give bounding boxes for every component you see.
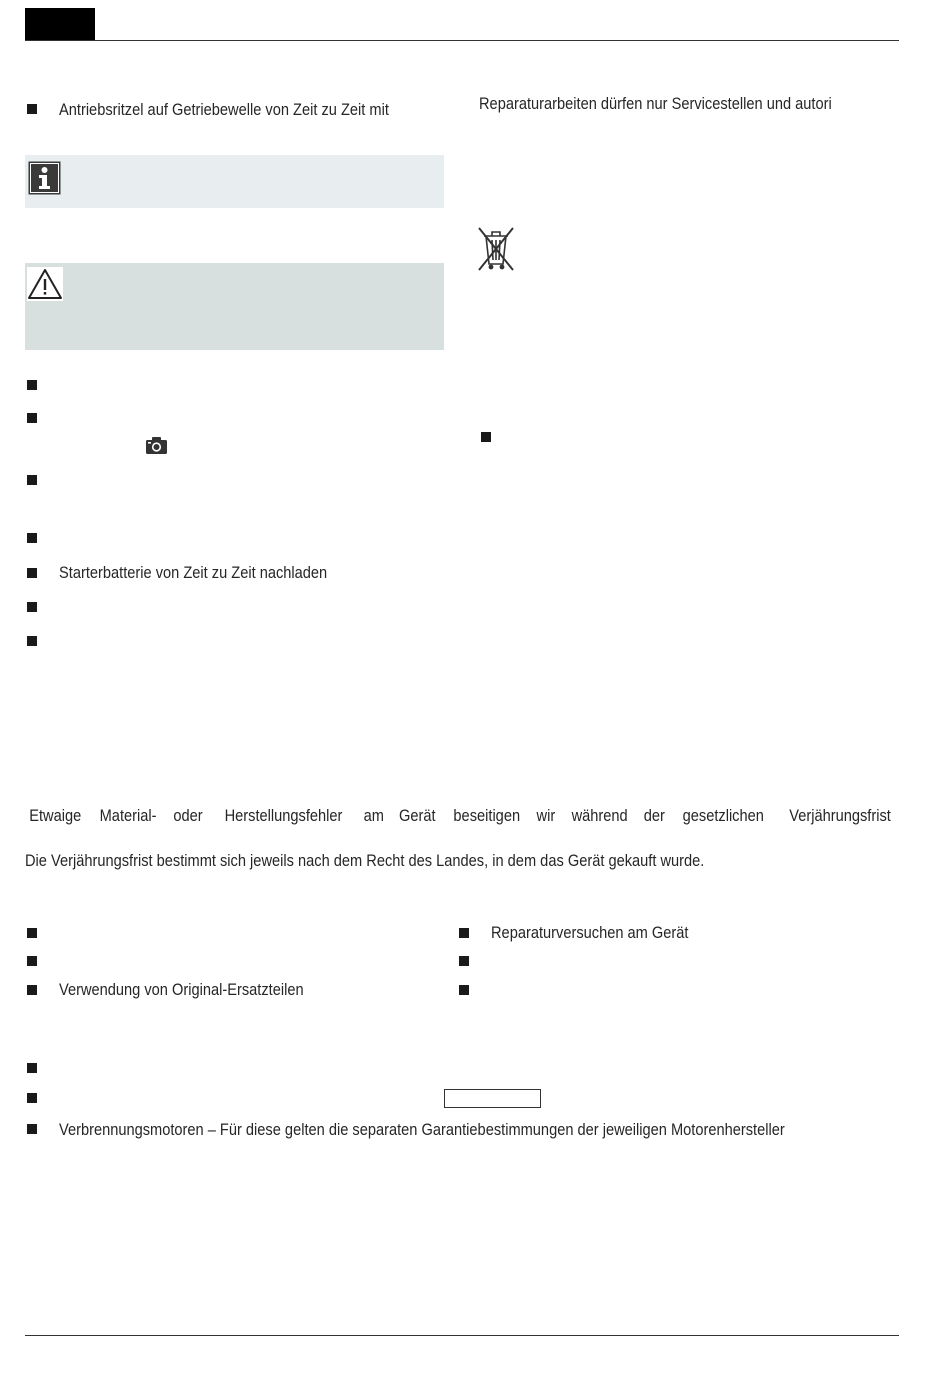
word: beseitigen [453, 806, 521, 825]
info-box [25, 155, 444, 208]
header-rule [25, 40, 899, 41]
bullet [27, 1124, 37, 1134]
warning-box [25, 263, 444, 350]
word: gesetzlichen [683, 806, 765, 825]
maintenance-item-battery: Starterbatterie von Zeit zu Zeit nachladen [59, 563, 328, 582]
bullet [459, 928, 469, 938]
info-icon [28, 161, 61, 195]
header-page-block [25, 8, 95, 40]
bullet [27, 1093, 37, 1103]
bullet [27, 413, 37, 423]
warning-triangle-icon [27, 267, 63, 301]
warranty-condition-original-parts: Verwendung von Original-Ersatzteilen [59, 980, 304, 999]
warranty-paragraph-line-1 [25, 806, 899, 826]
bullet [27, 602, 37, 612]
bullet [27, 985, 37, 995]
word: Material- [99, 806, 157, 825]
bullet [481, 432, 491, 442]
footer-rule [25, 1335, 899, 1336]
word: Etwaige [29, 806, 82, 825]
word: oder [173, 806, 203, 825]
bullet [27, 1063, 37, 1073]
bullet [27, 568, 37, 578]
bullet [459, 985, 469, 995]
crossed-out-bin-icon [476, 224, 516, 274]
warranty-exclusion-repair-attempts: Reparaturversuchen am Gerät [491, 923, 689, 942]
word: Gerät [398, 806, 436, 825]
word: Herstellungsfehler [224, 806, 343, 825]
warranty-paragraph-line-2: Die Verjährungsfrist bestimmt sich jeweils nach dem Recht des Landes, in dem das Gerät gekauft wurde. [25, 851, 705, 870]
bullet [27, 956, 37, 966]
repair-notice: Reparaturarbeiten dürfen nur Servicestellen und autori [479, 94, 832, 113]
bullet [27, 475, 37, 485]
bullet [27, 104, 37, 114]
word: Verjährungsfrist [789, 806, 891, 825]
bullet [27, 380, 37, 390]
warranty-engines-note: Verbrennungsmotoren – Für diese gelten die separaten Garantiebestimmungen der jeweiligen Motorenhersteller [59, 1120, 785, 1139]
word: der [643, 806, 665, 825]
word: am [363, 806, 385, 825]
bullet [459, 956, 469, 966]
bullet [27, 928, 37, 938]
word: während [571, 806, 628, 825]
bullet [27, 636, 37, 646]
word: wir [536, 806, 556, 825]
maintenance-item-pinion: Antriebsritzel auf Getriebewelle von Zeit zu Zeit mit [59, 100, 389, 119]
outlined-box [444, 1089, 541, 1108]
camera-icon [146, 437, 167, 454]
bullet [27, 533, 37, 543]
